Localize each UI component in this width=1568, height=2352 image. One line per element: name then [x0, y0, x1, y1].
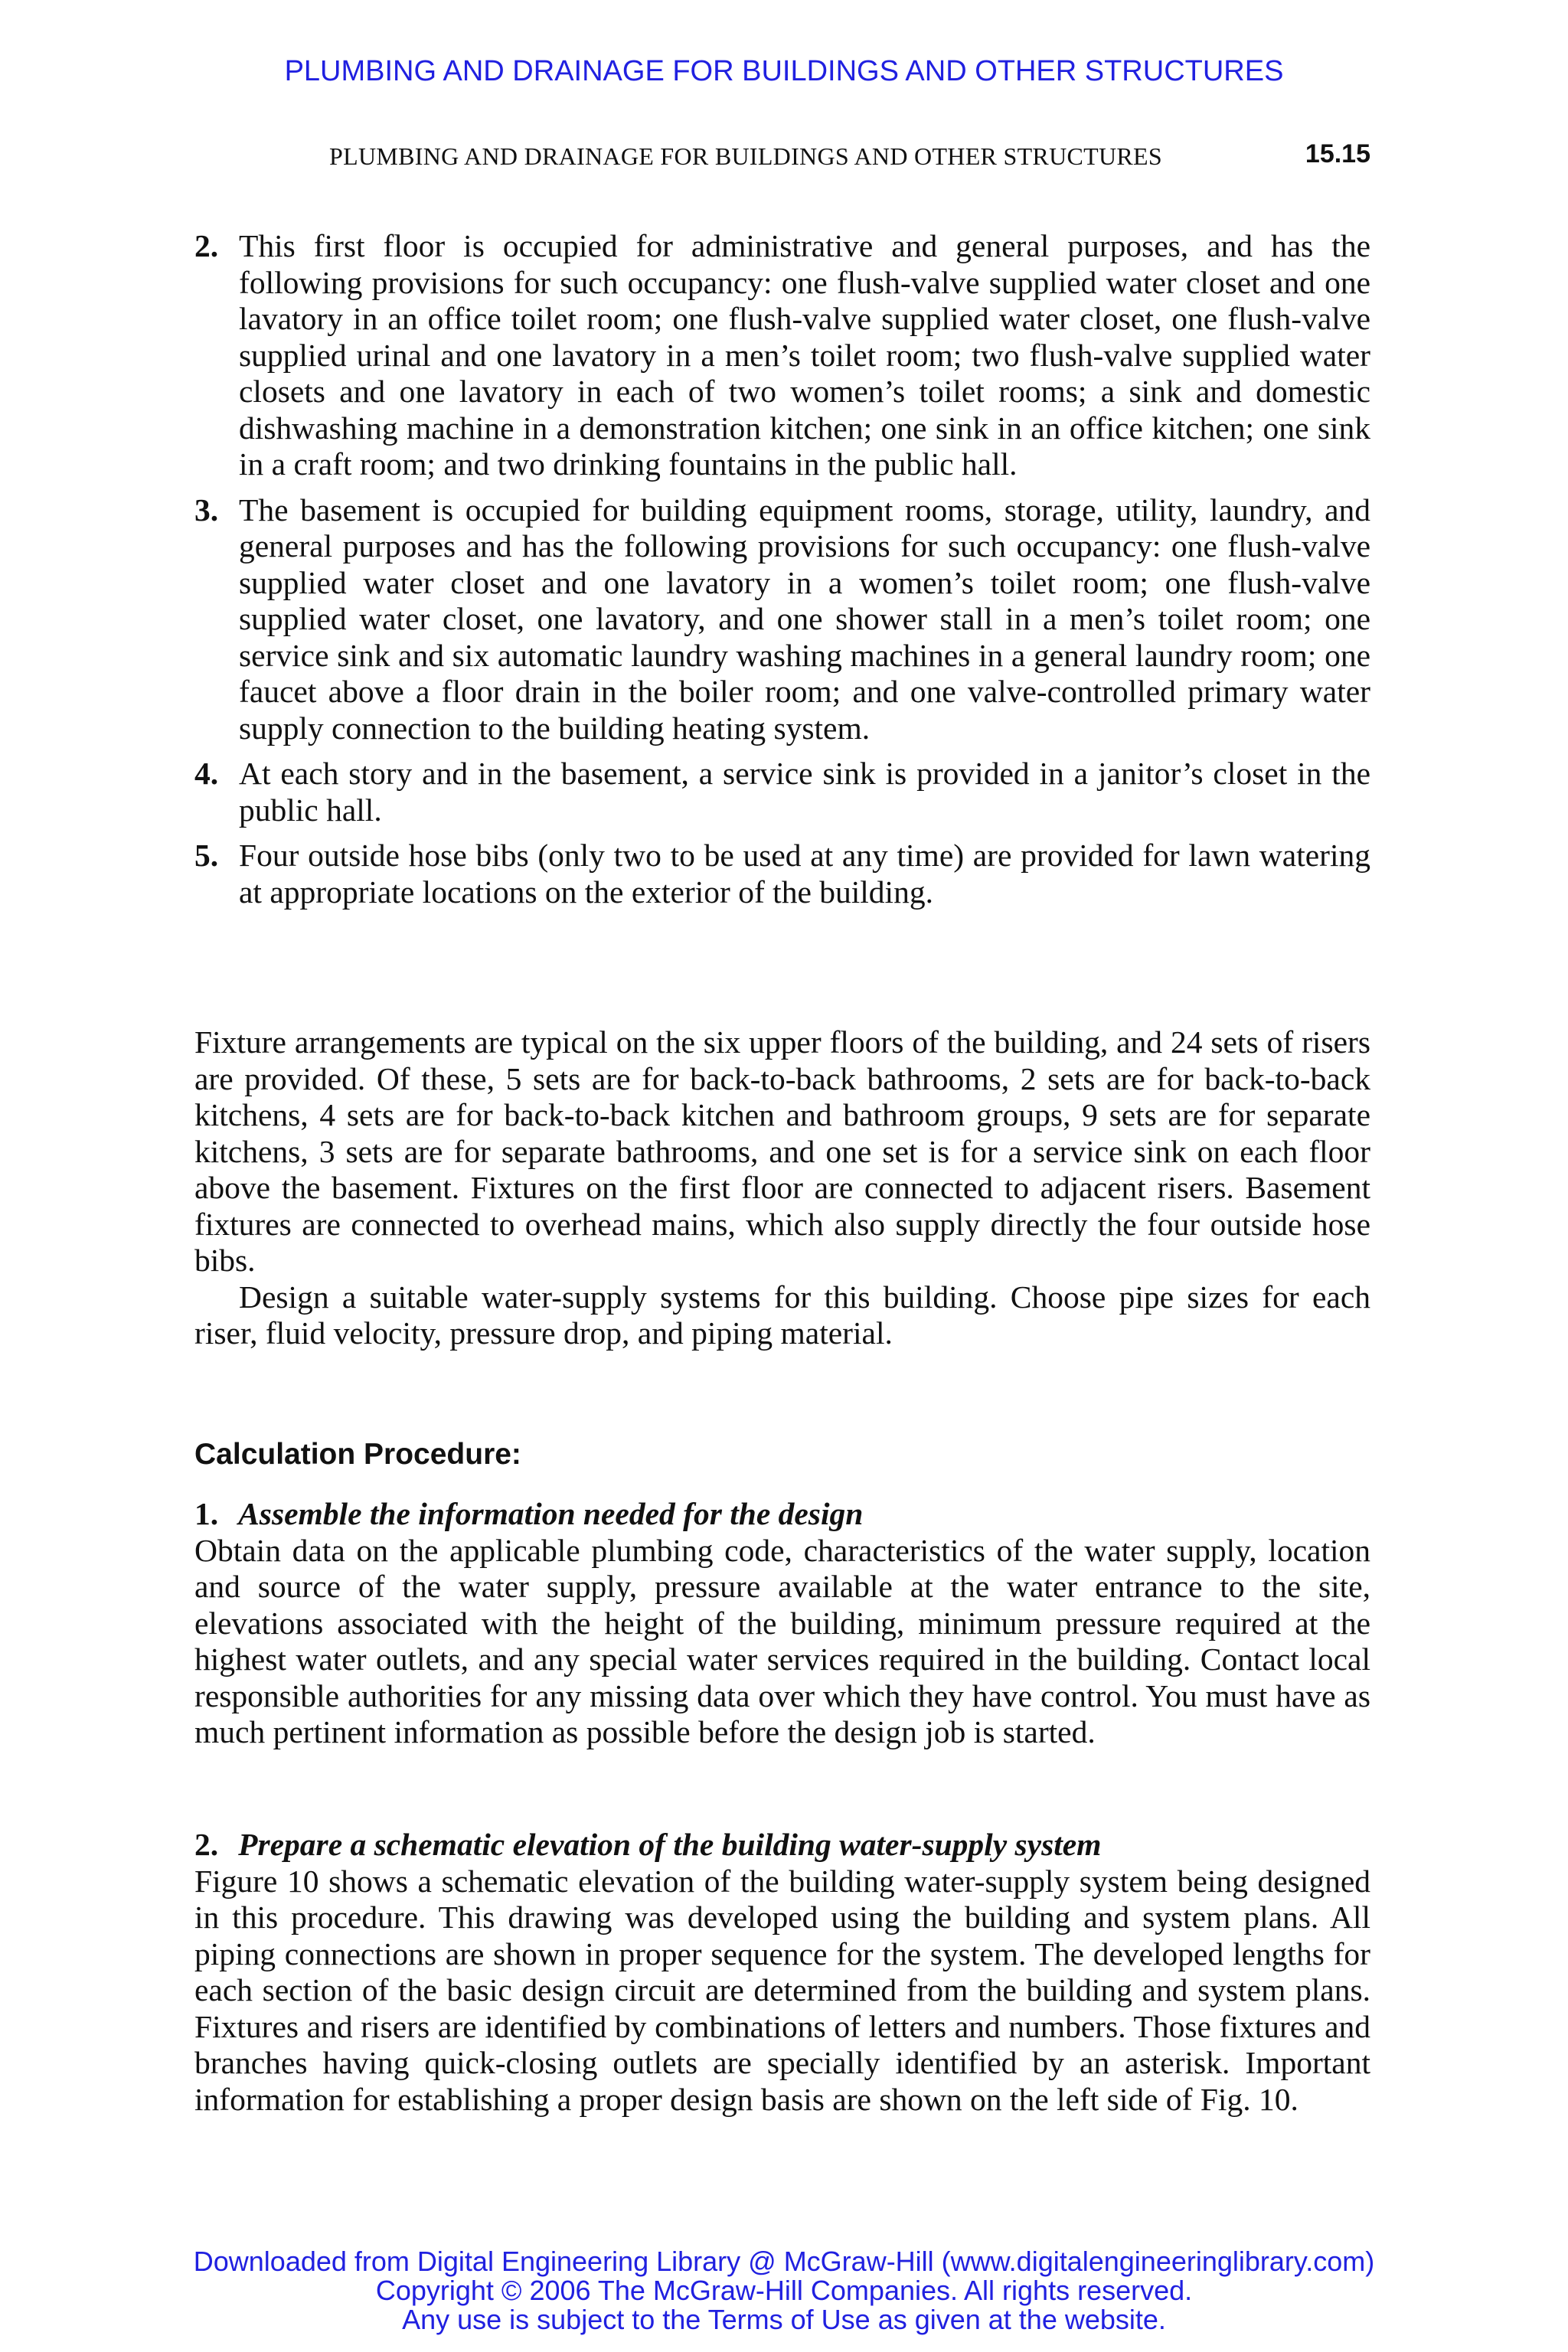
footer-download-line[interactable]: Downloaded from Digital Engineering Library @ McGraw-Hill (www.digitalengineeringlibrary.com) — [193, 2246, 1375, 2277]
list-item — [194, 756, 1370, 828]
body-text — [194, 1024, 1370, 1352]
body-paragraph: Fixture arrangements are typical on the six upper floors of the building, and 24 sets of risers are provided. Of these, 5 sets are for back-to-back bathrooms, 2 sets are for back-to-back kitchens, 4 sets are for back-to-back kitchen and bathroom groups, 9 sets are for separate kitchens, 3 sets are for separate bathrooms, and one set is for a service sink on each floor above the basement. Fixtures on the first floor are connected to adjacent risers. Basement fixtures are connected to overhead mains, which also supply directly the four outside hose bibs. — [194, 1024, 1370, 1278]
calculation-step — [194, 1496, 1370, 1751]
list-item-text: The basement is occupied for building equipment rooms, storage, utility, laundry, and general purposes and has the following provisions for such occupancy: one flush-valve supplied water closet and one lavatory in a women’s toilet room; one flush-valve supplied water closet, one lavatory, and one shower stall in a men’s toilet room; one service sink and six automatic laundry washing machines in a general laundry room; one faucet above a floor drain in the boiler room; and one valve-controlled primary water supply connection to the building heating system. — [239, 492, 1370, 746]
list-item-number: 3. — [194, 492, 219, 528]
body-paragraph: Design a suitable water-supply systems for this building. Choose pipe sizes for each riser, fluid velocity, pressure drop, and piping material. — [194, 1279, 1370, 1351]
footer-copyright-line: Copyright © 2006 The McGraw-Hill Companies. All rights reserved. — [375, 2275, 1193, 2306]
step-text: Figure 10 shows a schematic elevation of the building water-supply system being designed in this procedure. This drawing was developed using the building and system plans. All piping connections are shown in proper sequence for the system. The developed lengths for each section of the basic design circuit are determined from the building and system plans. Fixtures and risers are identified by combinations of letters and numbers. Those fixtures and branches having quick-closing outlets are specially identified by an asterisk. Important information for establishing a proper design basis are shown on the left side of Fig. 10. — [194, 1863, 1370, 2117]
list-item — [194, 228, 1370, 483]
numbered-list — [194, 228, 1370, 920]
running-title: PLUMBING AND DRAINAGE FOR BUILDINGS AND OTHER STRUCTURES — [329, 142, 1162, 170]
list-item — [194, 492, 1370, 747]
list-item-number: 4. — [194, 756, 219, 791]
footer-terms-line[interactable]: Any use is subject to the Terms of Use as given at the website. — [402, 2304, 1166, 2335]
calculation-heading: Calculation Procedure: — [194, 1438, 521, 1471]
step-text: Obtain data on the applicable plumbing code, characteristics of the water supply, location and source of the water supply, pressure available at the water entrance to the site, elevations associated with the height of the building, minimum pressure required at the highest water outlets, and any special water services required in the building. Contact local responsible authorities for any missing data over which they have control. You must have as much pertinent information as possible before the design job is started. — [194, 1532, 1370, 1749]
list-item-text: This first floor is occupied for administrative and general purposes, and has the following provisions for such occupancy: one flush-valve supplied water closet and one lavatory in an office toilet room; one flush-valve supplied water closet, one flush-valve supplied urinal and one lavatory in a men’s toilet room; two flush-valve supplied water closets and one lavatory in each of two women’s toilet rooms; a sink and domestic dishwashing machine in a demonstration kitchen; one sink in an office kitchen; one sink in a craft room; and two drinking fountains in the public hall. — [239, 228, 1370, 482]
step-title-text: Assemble the information needed for the design — [238, 1496, 864, 1531]
calculation-step — [194, 1827, 1370, 2118]
step-number: 2. — [194, 1827, 219, 1862]
list-item-number: 2. — [194, 228, 219, 263]
step-title — [194, 1827, 1370, 1864]
step-number: 1. — [194, 1496, 219, 1531]
step-title — [194, 1496, 1370, 1533]
page-number: 15.15 — [1305, 139, 1370, 168]
source-banner: PLUMBING AND DRAINAGE FOR BUILDINGS AND OTHER STRUCTURES — [284, 55, 1284, 87]
list-item-text: Four outside hose bibs (only two to be used at any time) are provided for lawn watering at appropriate locations on the exterior of the building. — [239, 838, 1370, 910]
list-item-text: At each story and in the basement, a service sink is provided in a janitor’s closet in the public hall. — [239, 756, 1370, 828]
footer — [0, 2247, 1568, 2334]
list-item-number: 5. — [194, 838, 219, 873]
list-item — [194, 838, 1370, 910]
step-title-text: Prepare a schematic elevation of the building water-supply system — [238, 1827, 1102, 1862]
